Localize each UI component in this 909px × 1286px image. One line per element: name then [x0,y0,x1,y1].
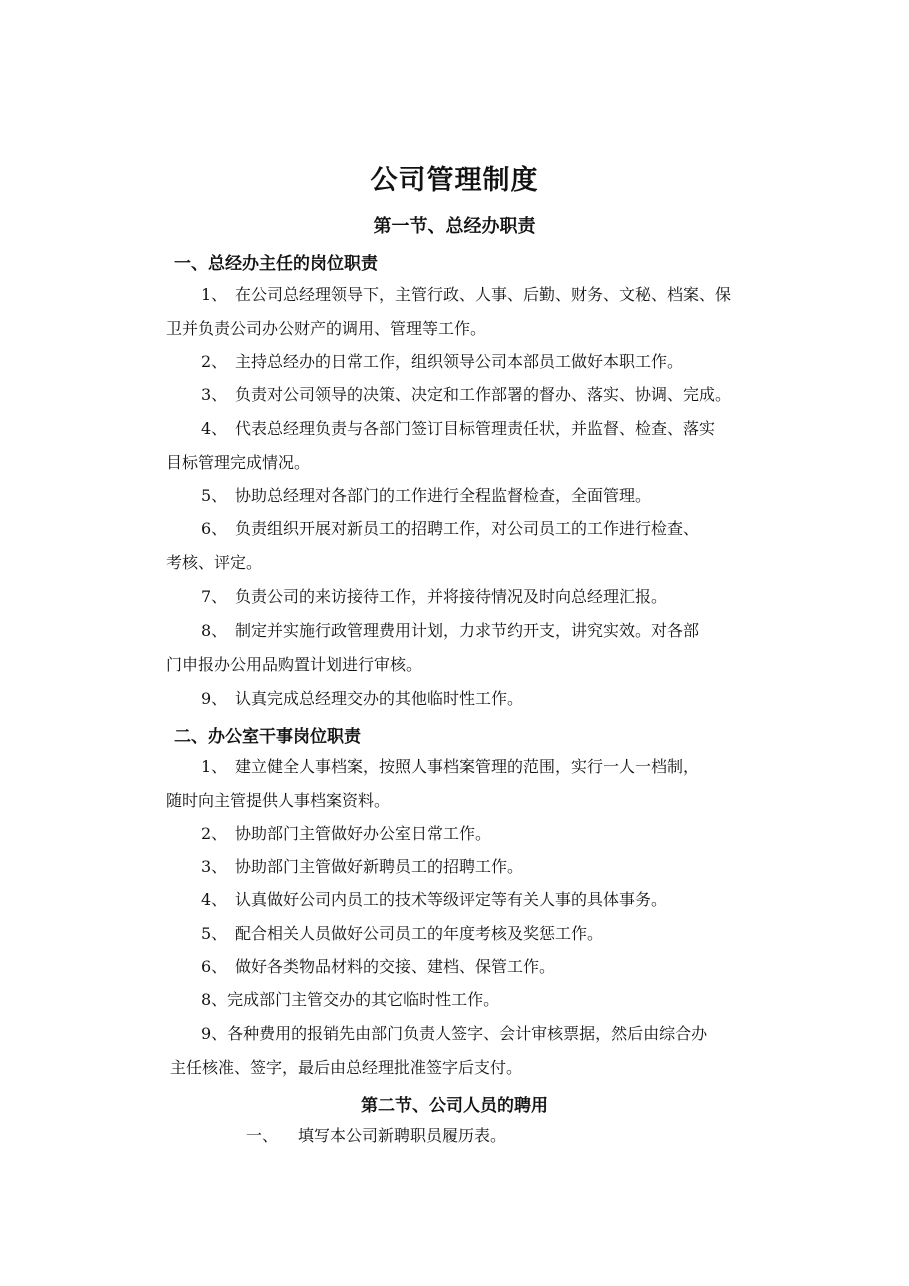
item-text: 制定并实施行政管理费用计划，力求节约开支，讲究实效。对各部 [235,621,700,640]
paragraph-2-6 [166,957,811,977]
paragraph-1-7 [166,587,811,607]
item-text: 认真做好公司内员工的技术等级评定等有关人事的具体事务。 [235,890,668,909]
item-number: 1、 [201,757,228,776]
item-number: 8、 [201,621,228,640]
section-2-heading: 第二节、公司人员的聘用 [361,1096,548,1116]
paragraph-2-1 [166,757,811,777]
item-number: 2、 [201,352,228,371]
item-number: 2、 [201,824,228,843]
paragraph-1-2 [166,352,811,372]
item-number: 5、 [201,486,228,505]
paragraph-1-9 [166,689,811,709]
paragraph-2-1-cont: 随时向主管提供人事档案资料。 [166,791,391,810]
item-number: 6、 [201,519,228,538]
paragraph-1-6-cont: 考核、评定。 [166,553,263,572]
paragraph-2-8: 8、完成部门主管交办的其它临时性工作。 [201,990,500,1009]
item-number: 7、 [201,587,228,606]
item-number: 4、 [201,890,228,909]
item-number: 5、 [201,924,228,943]
paragraph-1-1 [166,285,811,305]
subheading-2: 二、办公室干事岗位职责 [174,727,361,747]
paragraph-2-5 [166,924,811,944]
paragraph-2-9-cont: 主任核准、签字，最后由总经理批准签字后支付。 [170,1058,523,1077]
paragraph-1-8-cont: 门申报办公用品购置计划进行审核。 [166,655,423,674]
item-text: 负责对公司领导的决策、决定和工作部署的督办、落实、协调、完成。 [235,385,732,404]
subheading-1: 一、总经办主任的岗位职责 [174,254,378,274]
paragraph-1-8 [166,621,811,641]
paragraph-1-4-cont: 目标管理完成情况。 [166,453,311,472]
paragraph-1-6 [166,519,811,539]
item-text: 做好各类物品材料的交接、建档、保管工作。 [235,957,556,976]
paragraph-1-1-cont: 卫并负责公司办公财产的调用、管理等工作。 [166,319,487,338]
paragraph-1-4 [166,419,811,439]
item-number: 6、 [201,957,228,976]
item-text: 填写本公司新聘职员履历表。 [298,1126,507,1145]
item-text: 在公司总经理领导下，主管行政、人事、后勤、财务、文秘、档案、保 [235,285,732,304]
item-text: 代表总经理负责与各部门签订目标管理责任状，并监督、检查、落实 [235,419,716,438]
paragraph-2-4 [166,890,811,910]
item-number: 3、 [201,857,228,876]
item-number: 9、 [201,689,228,708]
item-text: 负责组织开展对新员工的招聘工作，对公司员工的工作进行检查、 [235,519,700,538]
item-number: 4、 [201,419,228,438]
item-number: 3、 [201,385,228,404]
paragraph-2-2 [166,824,811,844]
item-text: 协助部门主管做好新聘员工的招聘工作。 [235,857,524,876]
item-text: 协助部门主管做好办公室日常工作。 [235,824,492,843]
section-2-item-1 [246,1126,856,1146]
paragraph-1-3 [166,385,811,405]
document-title: 公司管理制度 [370,165,539,196]
paragraph-1-5 [166,486,811,506]
item-text: 建立健全人事档案，按照人事档案管理的范围，实行一人一档制， [235,757,700,776]
paragraph-2-9: 9、各种费用的报销先由部门负责人签字、会计审核票据，然后由综合办 [201,1024,708,1043]
item-number: 1、 [201,285,228,304]
item-text: 认真完成总经理交办的其他临时性工作。 [235,689,524,708]
section-1-heading: 第一节、总经办职责 [373,216,536,237]
item-text: 配合相关人员做好公司员工的年度考核及奖惩工作。 [235,924,604,943]
item-number: 一、 [246,1126,279,1145]
item-text: 主持总经办的日常工作，组织领导公司本部员工做好本职工作。 [235,352,684,371]
item-text: 协助总经理对各部门的工作进行全程监督检查，全面管理。 [235,486,652,505]
item-text: 负责公司的来访接待工作，并将接待情况及时向总经理汇报。 [235,587,668,606]
paragraph-2-3 [166,857,811,877]
